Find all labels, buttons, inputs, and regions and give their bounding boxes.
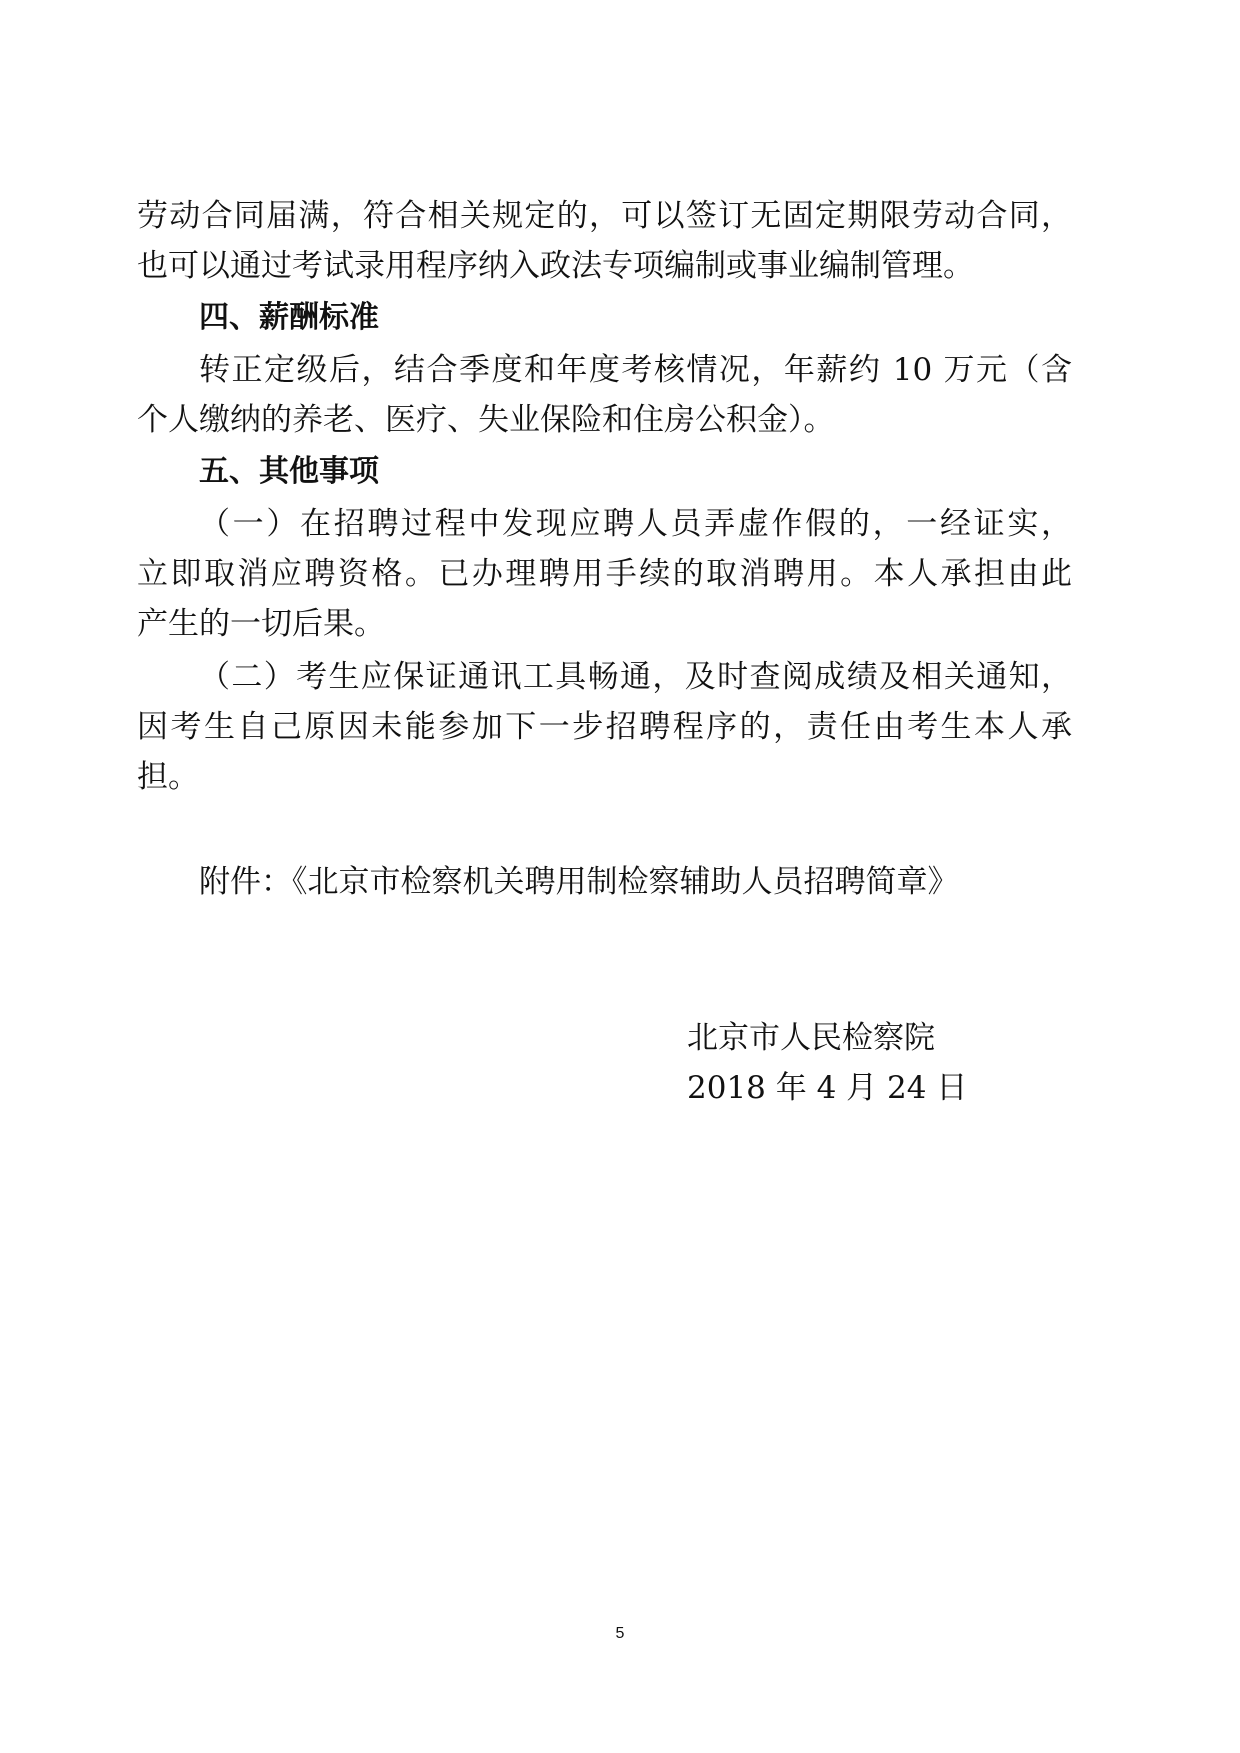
salary-paragraph-line-1: 转正定级后，结合季度和年度考核情况，年薪约 10 万元（含 <box>199 352 1072 388</box>
page-number: 5 <box>615 1625 625 1642</box>
item-2-line-3: 担。 <box>137 759 199 795</box>
item-1-line-1: （一）在招聘过程中发现应聘人员弄虚作假的，一经证实， <box>199 506 1072 542</box>
section-heading-salary: 四、薪酬标准 <box>199 300 379 335</box>
continued-paragraph-line-1: 劳动合同届满，符合相关规定的，可以签订无固定期限劳动合同， <box>137 198 1072 234</box>
item-2-line-2: 因考生自己原因未能参加下一步招聘程序的，责任由考生本人承 <box>137 709 1072 745</box>
item-1-line-2: 立即取消应聘资格。已办理聘用手续的取消聘用。本人承担由此 <box>137 556 1072 592</box>
attachment-line: 附件：《北京市检察机关聘用制检察辅助人员招聘简章》 <box>199 864 959 900</box>
salary-paragraph-line-2: 个人缴纳的养老、医疗、失业保险和住房公积金）。 <box>137 402 835 438</box>
section-heading-other-matters: 五、其他事项 <box>199 454 379 489</box>
signature-date: 2018 年 4 月 24 日 <box>687 1070 968 1106</box>
signature-organization: 北京市人民检察院 <box>687 1020 935 1056</box>
item-1-line-3: 产生的一切后果。 <box>137 606 385 642</box>
item-2-line-1: （二）考生应保证通讯工具畅通，及时查阅成绩及相关通知， <box>199 659 1072 695</box>
continued-paragraph-line-2: 也可以通过考试录用程序纳入政法专项编制或事业编制管理。 <box>137 248 974 284</box>
